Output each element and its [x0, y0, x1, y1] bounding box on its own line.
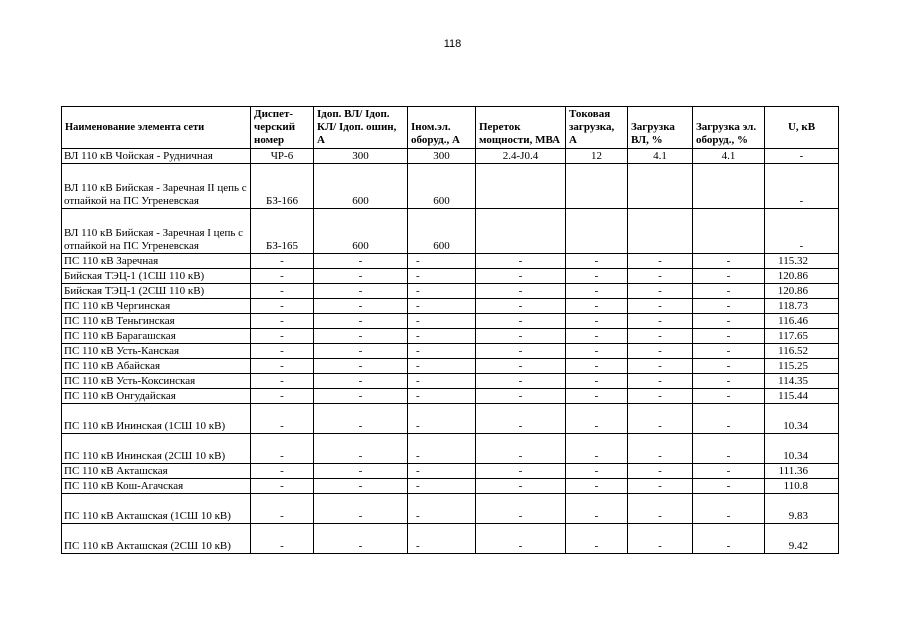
header-power-flow: Переток мощности, МВА — [476, 107, 566, 149]
nominal-current-cell: 600 — [408, 209, 476, 254]
nominal-current-cell: - — [408, 314, 476, 329]
permissible-current-cell: - — [314, 404, 408, 434]
table-row — [62, 209, 839, 254]
table-row — [62, 389, 839, 404]
equipment-load-cell: 4.1 — [693, 149, 765, 164]
element-name-cell: Бийская ТЭЦ-1 (1СШ 110 кВ) — [62, 269, 251, 284]
current-load-cell: - — [566, 254, 628, 269]
line-load-cell: 4.1 — [628, 149, 693, 164]
element-name-cell: ПС 110 кВ Барагашская — [62, 329, 251, 344]
line-load-cell — [628, 209, 693, 254]
current-load-cell: - — [566, 494, 628, 524]
current-load-cell: - — [566, 479, 628, 494]
power-flow-cell: - — [476, 284, 566, 299]
dispatch-number-cell: - — [251, 374, 314, 389]
dispatch-number-cell: - — [251, 524, 314, 554]
element-name-cell: ПС 110 кВ Акташская — [62, 464, 251, 479]
line-load-cell: - — [628, 389, 693, 404]
permissible-current-cell: - — [314, 374, 408, 389]
voltage-cell: 9.83 — [765, 494, 839, 524]
table-row — [62, 464, 839, 479]
element-name-cell: Бийская ТЭЦ-1 (2СШ 110 кВ) — [62, 284, 251, 299]
current-load-cell: - — [566, 464, 628, 479]
line-load-cell: - — [628, 254, 693, 269]
line-load-cell: - — [628, 524, 693, 554]
voltage-cell: 120.86 — [765, 269, 839, 284]
equipment-load-cell: - — [693, 494, 765, 524]
permissible-current-cell: 300 — [314, 149, 408, 164]
element-name-cell: ПС 110 кВ Онгудайская — [62, 389, 251, 404]
dispatch-number-cell: БЗ-166 — [251, 164, 314, 209]
table-row — [62, 524, 839, 554]
line-load-cell: - — [628, 434, 693, 464]
voltage-cell: 111.36 — [765, 464, 839, 479]
table-header-row — [62, 107, 839, 149]
nominal-current-cell: - — [408, 389, 476, 404]
element-name-cell: ПС 110 кВ Кош-Агачская — [62, 479, 251, 494]
dispatch-number-cell: - — [251, 434, 314, 464]
permissible-current-cell: 600 — [314, 164, 408, 209]
equipment-load-cell: - — [693, 329, 765, 344]
dispatch-number-cell: - — [251, 269, 314, 284]
equipment-load-cell: - — [693, 464, 765, 479]
voltage-cell: 110.8 — [765, 479, 839, 494]
dispatch-number-cell: - — [251, 494, 314, 524]
nominal-current-cell: - — [408, 254, 476, 269]
dispatch-number-cell: БЗ-165 — [251, 209, 314, 254]
element-name-cell: ПС 110 кВ Акташская (1СШ 10 кВ) — [62, 494, 251, 524]
equipment-load-cell: - — [693, 359, 765, 374]
current-load-cell — [566, 164, 628, 209]
element-name-cell: ВЛ 110 кВ Бийская - Заречная II цепь с отпайкой на ПС Угреневская — [62, 164, 251, 209]
equipment-load-cell — [693, 209, 765, 254]
equipment-load-cell: - — [693, 269, 765, 284]
power-flow-cell: 2.4-J0.4 — [476, 149, 566, 164]
permissible-current-cell: - — [314, 329, 408, 344]
table-row — [62, 434, 839, 464]
permissible-current-cell: - — [314, 284, 408, 299]
permissible-current-cell: - — [314, 269, 408, 284]
header-equipment-load-percent: Загрузка эл. оборуд., % — [693, 107, 765, 149]
nominal-current-cell: - — [408, 344, 476, 359]
power-flow-cell: - — [476, 434, 566, 464]
equipment-load-cell: - — [693, 374, 765, 389]
power-flow-cell: - — [476, 374, 566, 389]
current-load-cell: - — [566, 374, 628, 389]
table-row — [62, 284, 839, 299]
permissible-current-cell: - — [314, 314, 408, 329]
voltage-cell: 117.65 — [765, 329, 839, 344]
voltage-cell: 116.46 — [765, 314, 839, 329]
power-flow-cell: - — [476, 299, 566, 314]
voltage-cell: 9.42 — [765, 524, 839, 554]
table-row — [62, 254, 839, 269]
element-name-cell: ПС 110 кВ Усть-Канская — [62, 344, 251, 359]
element-name-cell: ПС 110 кВ Ининская (2СШ 10 кВ) — [62, 434, 251, 464]
header-permissible-current: Iдоп. ВЛ/ Iдоп. КЛ/ Iдоп. ошин, А — [314, 107, 408, 149]
equipment-load-cell: - — [693, 254, 765, 269]
voltage-cell: 114.35 — [765, 374, 839, 389]
header-nominal-current: Iном.эл. оборуд., А — [408, 107, 476, 149]
dispatch-number-cell: - — [251, 464, 314, 479]
current-load-cell: - — [566, 284, 628, 299]
element-name-cell: ПС 110 кВ Абайская — [62, 359, 251, 374]
voltage-cell: 118.73 — [765, 299, 839, 314]
dispatch-number-cell: - — [251, 359, 314, 374]
line-load-cell: - — [628, 269, 693, 284]
power-flow-cell: - — [476, 464, 566, 479]
permissible-current-cell: - — [314, 359, 408, 374]
voltage-cell: 115.44 — [765, 389, 839, 404]
table-row — [62, 149, 839, 164]
line-load-cell: - — [628, 494, 693, 524]
header-element-name: Наименование элемента сети — [62, 107, 251, 149]
power-flow-cell: - — [476, 254, 566, 269]
line-load-cell — [628, 164, 693, 209]
table-row — [62, 164, 839, 209]
voltage-cell: 115.25 — [765, 359, 839, 374]
table-row — [62, 359, 839, 374]
power-flow-cell: - — [476, 344, 566, 359]
table-row — [62, 479, 839, 494]
nominal-current-cell: - — [408, 269, 476, 284]
current-load-cell: 12 — [566, 149, 628, 164]
permissible-current-cell: - — [314, 344, 408, 359]
permissible-current-cell: - — [314, 254, 408, 269]
dispatch-number-cell: - — [251, 404, 314, 434]
equipment-load-cell: - — [693, 479, 765, 494]
equipment-load-cell: - — [693, 299, 765, 314]
voltage-cell: - — [765, 149, 839, 164]
header-current-load: Токовая загрузка, А — [566, 107, 628, 149]
current-load-cell: - — [566, 344, 628, 359]
line-load-cell: - — [628, 329, 693, 344]
nominal-current-cell: - — [408, 464, 476, 479]
current-load-cell: - — [566, 299, 628, 314]
nominal-current-cell: - — [408, 374, 476, 389]
nominal-current-cell: - — [408, 284, 476, 299]
power-flow-cell: - — [476, 359, 566, 374]
equipment-load-cell: - — [693, 389, 765, 404]
network-elements-table — [61, 106, 839, 554]
nominal-current-cell: 300 — [408, 149, 476, 164]
equipment-load-cell: - — [693, 284, 765, 299]
header-line-load-percent: Загрузка ВЛ, % — [628, 107, 693, 149]
power-flow-cell: - — [476, 404, 566, 434]
line-load-cell: - — [628, 464, 693, 479]
nominal-current-cell: - — [408, 299, 476, 314]
nominal-current-cell: - — [408, 329, 476, 344]
line-load-cell: - — [628, 314, 693, 329]
power-flow-cell: - — [476, 479, 566, 494]
voltage-cell: - — [765, 164, 839, 209]
page-number: 118 — [443, 38, 462, 50]
permissible-current-cell: - — [314, 524, 408, 554]
current-load-cell: - — [566, 404, 628, 434]
table-row — [62, 404, 839, 434]
dispatch-number-cell: - — [251, 389, 314, 404]
equipment-load-cell: - — [693, 344, 765, 359]
current-load-cell: - — [566, 359, 628, 374]
permissible-current-cell: - — [314, 434, 408, 464]
permissible-current-cell: - — [314, 299, 408, 314]
voltage-cell: 115.32 — [765, 254, 839, 269]
current-load-cell: - — [566, 524, 628, 554]
permissible-current-cell: 600 — [314, 209, 408, 254]
dispatch-number-cell: - — [251, 314, 314, 329]
line-load-cell: - — [628, 359, 693, 374]
element-name-cell: ПС 110 кВ Акташская (2СШ 10 кВ) — [62, 524, 251, 554]
permissible-current-cell: - — [314, 494, 408, 524]
dispatch-number-cell: - — [251, 329, 314, 344]
voltage-cell: 120.86 — [765, 284, 839, 299]
element-name-cell: ВЛ 110 кВ Бийская - Заречная I цепь с отпайкой на ПС Угреневская — [62, 209, 251, 254]
dispatch-number-cell: - — [251, 479, 314, 494]
equipment-load-cell — [693, 164, 765, 209]
equipment-load-cell: - — [693, 524, 765, 554]
voltage-cell: 10.34 — [765, 404, 839, 434]
equipment-load-cell: - — [693, 434, 765, 464]
element-name-cell: ПС 110 кВ Чергинская — [62, 299, 251, 314]
element-name-cell: ПС 110 кВ Заречная — [62, 254, 251, 269]
element-name-cell: ПС 110 кВ Усть-Коксинская — [62, 374, 251, 389]
line-load-cell: - — [628, 404, 693, 434]
current-load-cell: - — [566, 314, 628, 329]
nominal-current-cell: - — [408, 479, 476, 494]
nominal-current-cell: 600 — [408, 164, 476, 209]
table-row — [62, 374, 839, 389]
equipment-load-cell: - — [693, 404, 765, 434]
nominal-current-cell: - — [408, 494, 476, 524]
nominal-current-cell: - — [408, 434, 476, 464]
nominal-current-cell: - — [408, 524, 476, 554]
power-flow-cell: - — [476, 269, 566, 284]
voltage-cell: 116.52 — [765, 344, 839, 359]
header-dispatch-number: Диспет-черский номер — [251, 107, 314, 149]
line-load-cell: - — [628, 374, 693, 389]
power-flow-cell: - — [476, 314, 566, 329]
dispatch-number-cell: - — [251, 344, 314, 359]
permissible-current-cell: - — [314, 389, 408, 404]
nominal-current-cell: - — [408, 359, 476, 374]
power-flow-cell — [476, 209, 566, 254]
current-load-cell: - — [566, 329, 628, 344]
power-flow-cell — [476, 164, 566, 209]
voltage-cell: - — [765, 209, 839, 254]
element-name-cell: ПС 110 кВ Теньгинская — [62, 314, 251, 329]
table-row — [62, 314, 839, 329]
dispatch-number-cell: - — [251, 254, 314, 269]
permissible-current-cell: - — [314, 464, 408, 479]
power-flow-cell: - — [476, 329, 566, 344]
line-load-cell: - — [628, 344, 693, 359]
element-name-cell: ПС 110 кВ Ининская (1СШ 10 кВ) — [62, 404, 251, 434]
equipment-load-cell: - — [693, 314, 765, 329]
permissible-current-cell: - — [314, 479, 408, 494]
element-name-cell: ВЛ 110 кВ Чойская - Рудничная — [62, 149, 251, 164]
dispatch-number-cell: - — [251, 299, 314, 314]
nominal-current-cell: - — [408, 404, 476, 434]
line-load-cell: - — [628, 479, 693, 494]
table-row — [62, 494, 839, 524]
table-row — [62, 299, 839, 314]
power-flow-cell: - — [476, 524, 566, 554]
table-row — [62, 269, 839, 284]
table-row — [62, 329, 839, 344]
power-flow-cell: - — [476, 494, 566, 524]
table-row — [62, 344, 839, 359]
voltage-cell: 10.34 — [765, 434, 839, 464]
header-voltage: U, кВ — [765, 107, 839, 149]
current-load-cell: - — [566, 434, 628, 464]
dispatch-number-cell: ЧР-6 — [251, 149, 314, 164]
dispatch-number-cell: - — [251, 284, 314, 299]
line-load-cell: - — [628, 299, 693, 314]
current-load-cell: - — [566, 389, 628, 404]
current-load-cell: - — [566, 269, 628, 284]
current-load-cell — [566, 209, 628, 254]
power-flow-cell: - — [476, 389, 566, 404]
line-load-cell: - — [628, 284, 693, 299]
